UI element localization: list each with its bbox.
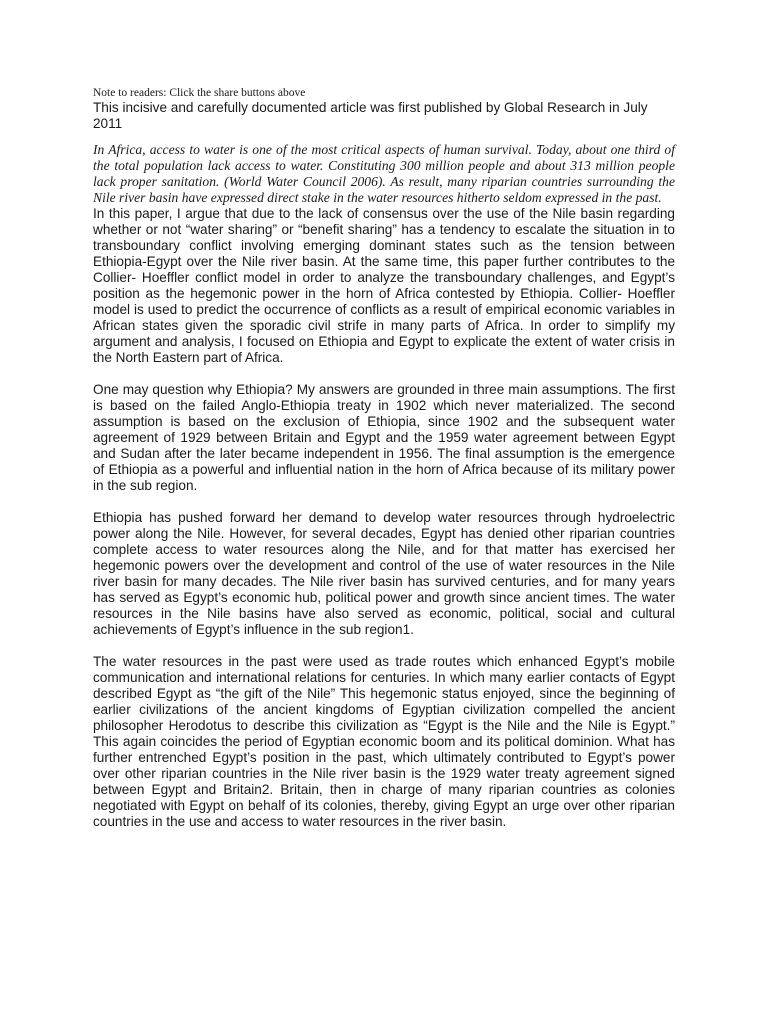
note-to-readers: Note to readers: Click the share buttons above [93,87,306,99]
body-paragraph-4: The water resources in the past were used as trade routes which enhanced Egypt’s mobile communication and international relations for centuries. In which many earlier contacts of Egypt described Egypt as “the gift of the Nile” This hegemonic status enjoyed, since the beginning of earlier civilizations of the ancient kingdoms of Egyptian civilization compelled the ancient philosopher Herodotus to describe this civilization as “Egypt is the Nile and the Nile is Egypt.” This again coincides the period of Egyptian economic boom and its political dominion. What has further entrenched Egypt’s position in the past, which ultimately contributed to Egypt’s power over other riparian countries in the Nile river basin is the 1929 water treaty agreement signed between Egypt and Britain2. Britain, then in charge of many riparian countries as colonies negotiated with Egypt on behalf of its colonies, thereby, giving Egypt an urge over other riparian countries in the use and access to water resources in the river basin. [93,654,675,829]
document-page [93,86,675,846]
body-paragraph-1: In this paper, I argue that due to the lack of consensus over the use of the Nile basin regarding whether or not “water sharing” or “benefit sharing” has a tendency to escalate the situation in to transboundary conflict involving emerging dominant states such as the tension between Ethiopia-Egypt over the Nile river basin. At the same time, this paper further contributes to the Collier- Hoeffler conflict model in order to analyze the transboundary challenges, and Egypt’s position as the hegemonic power in the horn of Africa contested by Ethiopia. Collier- Hoeffler model is used to predict the occurrence of conflicts as a result of empirical economic variables in African states given the sporadic civil strife in many parts of Africa. In order to simplify my argument and analysis, I focused on Ethiopia and Egypt to explicate the extent of water crisis in the North Eastern part of Africa. [93,206,675,365]
publication-intro: This incisive and carefully documented article was first published by Global Research in July 2011 [93,100,648,131]
body-paragraph-2: One may question why Ethiopia? My answers are grounded in three main assumptions. The first is based on the failed Anglo-Ethiopia treaty in 1902 which never materialized. The second assumption is based on the exclusion of Ethiopia, since 1902 and the subsequent water agreement of 1929 between Britain and Egypt and the 1959 water agreement between Egypt and Sudan after the later became independent in 1956. The final assumption is the emergence of Ethiopia as a powerful and influential nation in the horn of Africa because of its military power in the sub region. [93,382,675,493]
abstract-paragraph: In Africa, access to water is one of the most critical aspects of human survival. Today, about one third of the total population lack access to water. Constituting 300 million people and about 313 million people lack proper sanitation. (World Water Council 2006). As result, many riparian countries surrounding the Nile river basin have expressed direct stake in the water resources hitherto seldom expressed in the past. [93,142,675,205]
body-paragraph-3: Ethiopia has pushed forward her demand to develop water resources through hydroelectric power along the Nile. However, for several decades, Egypt has denied other riparian countries complete access to water resources along the Nile, and for that matter has exercised her hegemonic powers over the development and control of the use of water resources in the Nile river basin for many decades. The Nile river basin has survived centuries, and for many years has served as Egypt’s economic hub, political power and growth since ancient times. The water resources in the Nile basins have also served as economic, political, social and cultural achievements of Egypt’s influence in the sub region1. [93,510,675,637]
